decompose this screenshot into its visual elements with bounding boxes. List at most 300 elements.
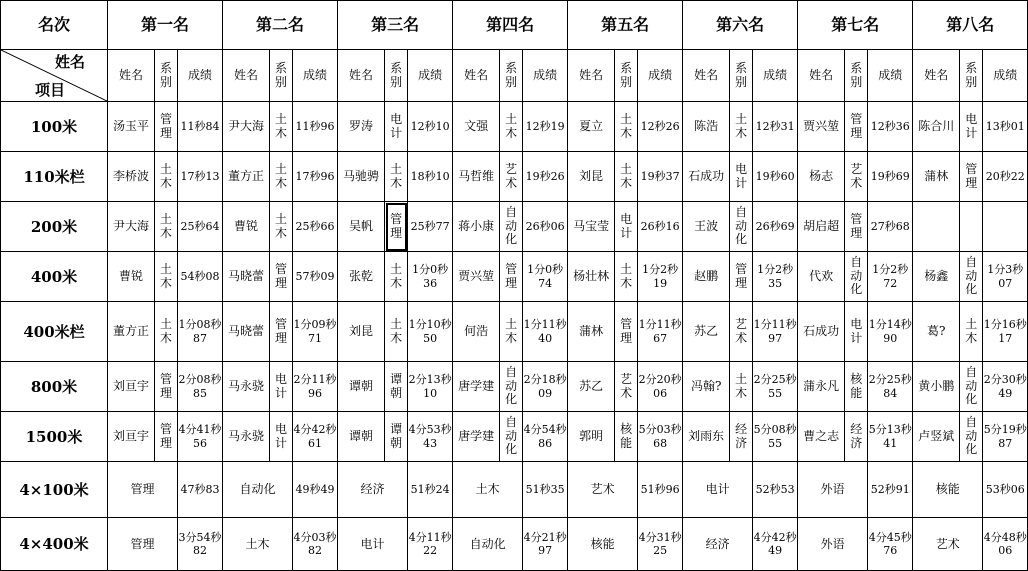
relay-team[interactable]: 电计 [683,462,753,518]
athlete-dept-label: 自动化 [505,414,518,457]
col-dept-label: 系别 [505,60,518,89]
athlete-name[interactable]: 杨壮林 [568,252,615,302]
relay-event-name[interactable]: 4×100米 [1,462,108,518]
athlete-dept-label: 管理 [850,211,863,240]
athlete-dept[interactable] [960,152,983,202]
col-score-header[interactable]: 成绩 [868,50,913,102]
athlete-dept[interactable] [385,152,408,202]
col-name-header[interactable]: 姓名 [338,50,385,102]
athlete-dept[interactable] [500,362,523,412]
athlete-dept-label: 管理 [965,161,978,190]
rank-header-6[interactable]: 第六名 [683,1,798,50]
rank-header-2[interactable]: 第二名 [223,1,338,50]
event-name[interactable]: 800米 [1,362,108,412]
event-name[interactable]: 400米 [1,252,108,302]
athlete-score[interactable]: 4分41秒56 [178,412,223,462]
athlete-score[interactable]: 18秒10 [408,152,453,202]
athlete-dept[interactable] [270,412,293,462]
athlete-name[interactable]: 曹锐 [223,202,270,252]
athlete-dept[interactable] [155,302,178,362]
col-name-header[interactable]: 姓名 [798,50,845,102]
col-name-header[interactable]: 姓名 [453,50,500,102]
athlete-dept-label: 核能 [620,421,633,450]
athlete-dept[interactable] [730,412,753,462]
relay-team[interactable]: 管理 [108,462,178,518]
relay-score[interactable]: 51秒96 [638,462,683,518]
athlete-name[interactable]: 杨志 [798,152,845,202]
athlete-dept[interactable] [155,252,178,302]
athlete-name[interactable]: 蒲林 [913,152,960,202]
event-name[interactable]: 1500米 [1,412,108,462]
athlete-score[interactable]: 5分03秒68 [638,412,683,462]
athlete-dept[interactable] [615,202,638,252]
athlete-score[interactable]: 1分11秒67 [638,302,683,362]
athlete-dept-label: 土木 [965,316,978,345]
athlete-name[interactable]: 刘亘宇 [108,362,155,412]
relay-score[interactable]: 3分54秒82 [178,518,223,571]
relay-score[interactable]: 4分31秒25 [638,518,683,571]
col-dept-header[interactable] [615,50,638,102]
athlete-score[interactable]: 2分13秒10 [408,362,453,412]
relay-score[interactable]: 51秒24 [408,462,453,518]
athlete-dept-label: 土木 [620,261,633,290]
athlete-dept-label: 管理 [160,111,173,140]
athlete-name[interactable]: 胡启超 [798,202,845,252]
athlete-score[interactable]: 2分25秒55 [753,362,798,412]
col-dept-label: 系别 [390,60,403,89]
athlete-dept-label: 管理 [850,111,863,140]
athlete-score[interactable]: 20秒22 [983,152,1028,202]
athlete-dept-label: 管理 [620,316,633,345]
athlete-name[interactable]: 石成功 [683,152,730,202]
athlete-dept[interactable] [730,302,753,362]
athlete-dept[interactable] [845,302,868,362]
athlete-name[interactable]: 马晓蕾 [223,302,270,362]
athlete-dept[interactable] [730,202,753,252]
athlete-dept-label: 自动化 [505,204,518,247]
athlete-score[interactable]: 1分09秒71 [293,302,338,362]
athlete-score[interactable]: 2分11秒96 [293,362,338,412]
athlete-score[interactable]: 26秒06 [523,202,568,252]
athlete-score[interactable]: 11秒96 [293,102,338,152]
athlete-name[interactable]: 吴帆 [338,202,385,252]
col-name-header[interactable]: 姓名 [223,50,270,102]
relay-team[interactable]: 土木 [453,462,523,518]
athlete-score[interactable]: 2分20秒06 [638,362,683,412]
diagonal-header-cell[interactable] [1,50,108,102]
athlete-name[interactable]: 马哲维 [453,152,500,202]
relay-team[interactable]: 自动化 [453,518,523,571]
athlete-dept-label: 艺术 [505,161,518,190]
athlete-name[interactable]: 王波 [683,202,730,252]
athlete-score[interactable]: 1分14秒90 [868,302,913,362]
column-header-row [1,50,1028,102]
athlete-dept-label: 电计 [735,161,748,190]
col-dept-label: 系别 [275,60,288,89]
athlete-dept-label: 土木 [390,161,403,190]
athlete-name[interactable]: 谭朝 [338,362,385,412]
athlete-dept[interactable] [500,412,523,462]
col-score-header[interactable]: 成绩 [293,50,338,102]
athlete-dept[interactable] [385,362,408,412]
athlete-score[interactable]: 17秒13 [178,152,223,202]
col-dept-header[interactable] [845,50,868,102]
athlete-name[interactable]: 唐学建 [453,362,500,412]
athlete-dept-label: 电计 [275,371,288,400]
athlete-score[interactable]: 1分0秒36 [408,252,453,302]
athlete-name[interactable]: 董方正 [108,302,155,362]
athlete-dept[interactable] [270,102,293,152]
event-row [1,102,1028,152]
athlete-dept[interactable] [845,412,868,462]
athlete-score[interactable]: 1分11秒40 [523,302,568,362]
col-score-header[interactable]: 成绩 [983,50,1028,102]
athlete-name[interactable]: 马永骁 [223,412,270,462]
col-dept-label: 系别 [160,60,173,89]
athlete-score[interactable]: 2分18秒09 [523,362,568,412]
relay-team[interactable]: 艺术 [568,462,638,518]
event-row [1,412,1028,462]
athlete-name[interactable]: 赵鹏 [683,252,730,302]
athlete-score[interactable]: 17秒96 [293,152,338,202]
athlete-score[interactable]: 12秒10 [408,102,453,152]
athlete-dept-label: 自动化 [735,204,748,247]
athlete-name[interactable]: 石成功 [798,302,845,362]
athlete-name[interactable]: 马永骁 [223,362,270,412]
athlete-score[interactable]: 19秒37 [638,152,683,202]
athlete-score[interactable]: 12秒19 [523,102,568,152]
athlete-dept[interactable] [960,252,983,302]
athlete-dept-label: 土木 [735,111,748,140]
corner-header[interactable]: 名次 [1,1,108,50]
athlete-dept-label: 土木 [275,161,288,190]
athlete-name[interactable] [913,202,960,252]
relay-team[interactable]: 土木 [223,518,293,571]
athlete-name[interactable]: 马晓蕾 [223,252,270,302]
athlete-score[interactable]: 27秒68 [868,202,913,252]
athlete-name[interactable]: 陈浩 [683,102,730,152]
relay-score[interactable]: 47秒83 [178,462,223,518]
athlete-dept-label: 谭朝 [390,421,403,450]
athlete-dept[interactable] [155,152,178,202]
athlete-name[interactable]: 谭朝 [338,412,385,462]
rank-header-7[interactable]: 第七名 [798,1,913,50]
col-dept-header[interactable] [270,50,293,102]
athlete-dept-label: 自动化 [965,364,978,407]
relay-score[interactable]: 4分48秒06 [983,518,1028,571]
athlete-score[interactable]: 25秒77 [408,202,453,252]
rank-header-4[interactable]: 第四名 [453,1,568,50]
athlete-dept[interactable] [385,412,408,462]
athlete-dept[interactable] [270,202,293,252]
athlete-dept[interactable] [385,302,408,362]
athlete-dept[interactable] [730,152,753,202]
event-row [1,252,1028,302]
athlete-name[interactable]: 马宝莹 [568,202,615,252]
athlete-name[interactable]: 贾兴堃 [798,102,845,152]
athlete-name[interactable]: 刘昆 [338,302,385,362]
relay-team[interactable]: 艺术 [913,518,983,571]
athlete-score[interactable]: 2分30秒49 [983,362,1028,412]
athlete-dept[interactable] [615,302,638,362]
relay-team[interactable]: 外语 [798,518,868,571]
athlete-score[interactable]: 5分13秒41 [868,412,913,462]
athlete-dept-label: 自动化 [850,254,863,297]
athlete-score[interactable]: 25秒66 [293,202,338,252]
athlete-score[interactable]: 19秒60 [753,152,798,202]
athlete-name[interactable]: 夏立 [568,102,615,152]
athlete-dept[interactable] [845,202,868,252]
col-name-header[interactable]: 姓名 [913,50,960,102]
athlete-name[interactable]: 代欢 [798,252,845,302]
athlete-score[interactable]: 1分2秒35 [753,252,798,302]
relay-team[interactable]: 外语 [798,462,868,518]
athlete-score[interactable]: 26秒16 [638,202,683,252]
athlete-score[interactable]: 54秒08 [178,252,223,302]
relay-team[interactable]: 自动化 [223,462,293,518]
athlete-dept-label: 自动化 [965,254,978,297]
event-row [1,152,1028,202]
athlete-dept[interactable] [960,302,983,362]
athlete-score[interactable]: 19秒26 [523,152,568,202]
athlete-name[interactable]: 尹大海 [108,202,155,252]
athlete-name[interactable]: 杨鑫 [913,252,960,302]
athlete-score[interactable] [983,202,1028,252]
athlete-score[interactable]: 1分08秒87 [178,302,223,362]
athlete-dept-label: 土木 [160,161,173,190]
athlete-score[interactable]: 19秒69 [868,152,913,202]
event-name[interactable]: 110米栏 [1,152,108,202]
col-dept-header[interactable] [155,50,178,102]
rank-header-1[interactable]: 第一名 [108,1,223,50]
athlete-dept[interactable] [155,102,178,152]
rank-header-3[interactable]: 第三名 [338,1,453,50]
rank-header-row [1,1,1028,50]
athlete-score[interactable]: 12秒26 [638,102,683,152]
col-score-header[interactable]: 成绩 [523,50,568,102]
athlete-name[interactable]: 马驰骋 [338,152,385,202]
relay-score[interactable]: 51秒35 [523,462,568,518]
athlete-name[interactable]: 贾兴堃 [453,252,500,302]
athlete-dept[interactable] [270,252,293,302]
relay-score[interactable]: 4分21秒97 [523,518,568,571]
athlete-score[interactable]: 4分54秒86 [523,412,568,462]
col-score-header[interactable]: 成绩 [638,50,683,102]
relay-team[interactable]: 经济 [338,462,408,518]
athlete-dept-label: 土木 [160,211,173,240]
athlete-dept[interactable] [615,152,638,202]
relay-score[interactable]: 4分42秒49 [753,518,798,571]
event-name[interactable]: 100米 [1,102,108,152]
athlete-score[interactable]: 1分3秒07 [983,252,1028,302]
event-name[interactable]: 400米栏 [1,302,108,362]
relay-team[interactable]: 核能 [568,518,638,571]
athlete-score[interactable]: 1分2秒19 [638,252,683,302]
athlete-dept[interactable] [730,362,753,412]
athlete-name[interactable]: 冯翰? [683,362,730,412]
athlete-dept[interactable] [845,362,868,412]
col-name-header[interactable]: 姓名 [683,50,730,102]
athlete-dept[interactable] [845,252,868,302]
athlete-name[interactable]: 苏乙 [683,302,730,362]
athlete-dept[interactable] [730,252,753,302]
athlete-dept-label: 管理 [505,261,518,290]
event-row [1,302,1028,362]
athlete-name[interactable]: 陈合川 [913,102,960,152]
relay-row [1,462,1028,518]
col-score-header[interactable]: 成绩 [753,50,798,102]
relay-team[interactable]: 核能 [913,462,983,518]
relay-event-name[interactable]: 4×400米 [1,518,108,571]
athlete-score[interactable]: 2分25秒84 [868,362,913,412]
athlete-dept-label: 土木 [390,316,403,345]
athlete-dept[interactable] [845,152,868,202]
athlete-dept[interactable] [270,152,293,202]
col-score-header[interactable]: 成绩 [408,50,453,102]
athlete-score[interactable]: 12秒31 [753,102,798,152]
athlete-dept[interactable] [270,302,293,362]
athlete-dept-label: 经济 [850,421,863,450]
relay-score[interactable]: 52秒91 [868,462,913,518]
relay-score[interactable]: 4分03秒82 [293,518,338,571]
athlete-dept-label: 管理 [160,421,173,450]
athlete-score[interactable]: 1分10秒50 [408,302,453,362]
rank-header-5[interactable]: 第五名 [568,1,683,50]
athlete-dept[interactable] [845,102,868,152]
athlete-name[interactable]: 曹锐 [108,252,155,302]
col-name-header[interactable]: 姓名 [568,50,615,102]
athlete-dept-label: 管理 [275,261,288,290]
athlete-name[interactable]: 刘雨东 [683,412,730,462]
athlete-score[interactable]: 57秒09 [293,252,338,302]
athlete-dept-label: 土木 [160,261,173,290]
athlete-name[interactable]: 汤玉平 [108,102,155,152]
athlete-dept[interactable] [960,202,983,252]
relay-score[interactable]: 52秒53 [753,462,798,518]
athlete-name[interactable]: 黄小鹏 [913,362,960,412]
athlete-dept-label: 艺术 [850,161,863,190]
relay-team[interactable]: 电计 [338,518,408,571]
athlete-dept-label: 管理 [735,261,748,290]
athlete-name[interactable]: 尹大海 [223,102,270,152]
athlete-score[interactable]: 1分2秒72 [868,252,913,302]
relay-team[interactable]: 经济 [683,518,753,571]
athlete-name[interactable]: 曹之志 [798,412,845,462]
athlete-dept[interactable] [960,102,983,152]
athlete-name[interactable]: 张乾 [338,252,385,302]
athlete-name[interactable]: 蒲林 [568,302,615,362]
athlete-score[interactable]: 1分16秒17 [983,302,1028,362]
athlete-dept[interactable] [155,362,178,412]
athlete-score[interactable]: 4分42秒61 [293,412,338,462]
relay-score[interactable]: 49秒49 [293,462,338,518]
athlete-name[interactable]: 葛? [913,302,960,362]
relay-row [1,518,1028,571]
athlete-name[interactable]: 蒲永凡 [798,362,845,412]
athlete-score[interactable]: 5分08秒55 [753,412,798,462]
athlete-dept[interactable] [500,152,523,202]
diag-name-label: 姓名 [54,53,85,71]
athlete-dept[interactable] [500,102,523,152]
col-dept-header[interactable] [500,50,523,102]
athlete-name[interactable]: 蒋小康 [453,202,500,252]
athlete-score[interactable]: 11秒84 [178,102,223,152]
athlete-score[interactable]: 13秒01 [983,102,1028,152]
athlete-dept-label: 土木 [160,316,173,345]
athlete-name[interactable]: 郭明 [568,412,615,462]
col-dept-header[interactable] [960,50,983,102]
athlete-dept-label: 土木 [390,261,403,290]
col-name-header[interactable]: 姓名 [108,50,155,102]
athlete-name[interactable]: 何浩 [453,302,500,362]
athlete-dept[interactable] [155,412,178,462]
athlete-dept[interactable] [385,252,408,302]
athlete-dept-label: 电计 [850,316,863,345]
athlete-dept[interactable] [960,362,983,412]
relay-score[interactable]: 4分45秒76 [868,518,913,571]
athlete-dept-label: 管理 [275,316,288,345]
col-dept-header[interactable] [730,50,753,102]
athlete-dept-label: 核能 [850,371,863,400]
athlete-dept[interactable] [270,362,293,412]
athlete-name[interactable]: 唐学建 [453,412,500,462]
athlete-dept[interactable] [615,362,638,412]
relay-score[interactable]: 53秒06 [983,462,1028,518]
athlete-name[interactable]: 刘亘宇 [108,412,155,462]
col-score-header[interactable]: 成绩 [178,50,223,102]
athlete-dept-label: 土木 [620,111,633,140]
athlete-dept[interactable] [385,202,408,252]
athlete-name[interactable]: 李桥波 [108,152,155,202]
athlete-dept[interactable] [615,252,638,302]
athlete-score[interactable]: 12秒36 [868,102,913,152]
athlete-name[interactable]: 刘昆 [568,152,615,202]
athlete-name[interactable]: 罗涛 [338,102,385,152]
athlete-dept[interactable] [615,412,638,462]
athlete-score[interactable]: 25秒64 [178,202,223,252]
athlete-dept-label: 经济 [735,421,748,450]
athlete-dept[interactable] [730,102,753,152]
athlete-dept[interactable] [500,202,523,252]
athlete-dept[interactable] [155,202,178,252]
athlete-score[interactable]: 5分19秒87 [983,412,1028,462]
athlete-score[interactable]: 1分0秒74 [523,252,568,302]
col-dept-label: 系别 [735,60,748,89]
athlete-name[interactable]: 文强 [453,102,500,152]
athlete-dept-label: 土木 [505,111,518,140]
athlete-dept[interactable] [615,102,638,152]
athlete-dept-label: 土木 [275,211,288,240]
athlete-dept[interactable] [500,252,523,302]
athlete-dept-label: 电计 [965,111,978,140]
athlete-score[interactable]: 4分53秒43 [408,412,453,462]
relay-team[interactable]: 管理 [108,518,178,571]
athlete-name[interactable]: 卢竖斌 [913,412,960,462]
event-name[interactable]: 200米 [1,202,108,252]
athlete-dept[interactable] [960,412,983,462]
athlete-score[interactable]: 2分08秒85 [178,362,223,412]
athlete-name[interactable]: 苏乙 [568,362,615,412]
col-dept-header[interactable] [385,50,408,102]
athlete-score[interactable]: 1分11秒97 [753,302,798,362]
relay-score[interactable]: 4分11秒22 [408,518,453,571]
athlete-dept[interactable] [500,302,523,362]
rank-header-8[interactable]: 第八名 [913,1,1028,50]
athlete-dept-label: 土木 [735,371,748,400]
athlete-score[interactable]: 26秒69 [753,202,798,252]
athlete-name[interactable]: 董方正 [223,152,270,202]
athlete-dept[interactable] [385,102,408,152]
